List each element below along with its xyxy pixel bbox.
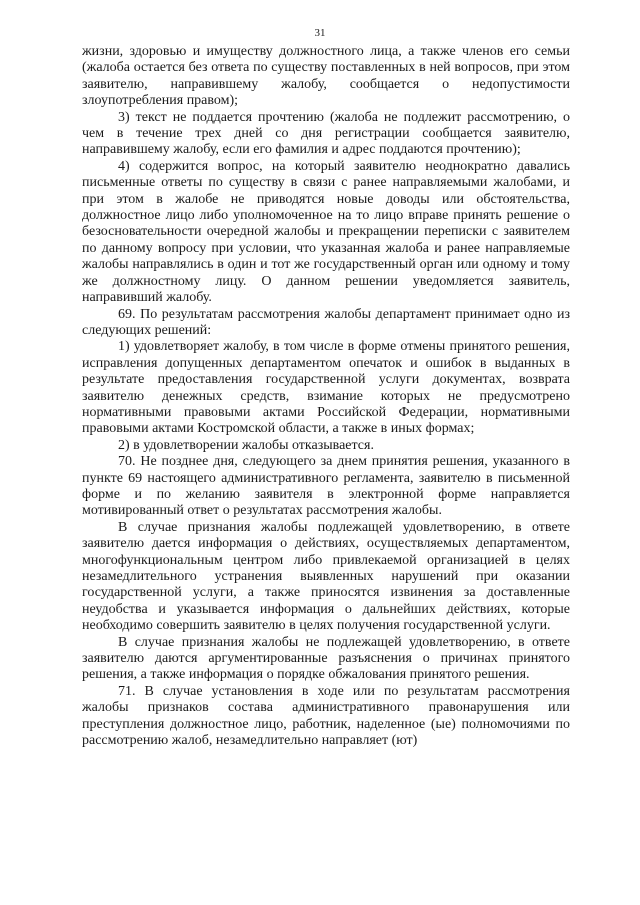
paragraph-item-3: 3) текст не поддается прочтению (жалоба не подлежит рассмотрению, о чем в течение трех дней со дня регистрации сообщается заявителю, направившему жалобу, если его фамилия и адрес поддаются прочтению); — [82, 109, 570, 158]
paragraph-decision-2: 2) в удовлетворении жалобы отказывается. — [118, 437, 374, 453]
document-body — [82, 44, 570, 749]
paragraph-item-4: 4) содержится вопрос, на который заявителю неоднократно давались письменные ответы по существу в связи с ранее направляемыми жалобами, и при этом в жалобе не приводятся новые доводы или обстоятельства, должностное лицо либо уполномоченное на то лицо вправе принять решение о безосновательности очередной жалобы и прекращении переписки с заявителем по данному вопросу при условии, что указанная жалоба и ранее направляемые жалобы направлялись в один и тот же государственный орган или одному и тому же должностному лицу. О данном решении уведомляется заявитель, направивший жалобу. — [82, 158, 570, 306]
paragraph-decision-1: 1) удовлетворяет жалобу, в том числе в форме отмены принятого решения, исправления допущенных департаментом опечаток и ошибок в выданных в результате предоставления государственной услуги документах, возврата заявителю денежных средств, взимание которых не предусмотрено нормативными правовыми актами Российской Федерации, нормативными правовыми актами Костромской области, а также в иных формах; — [82, 339, 570, 437]
paragraph-clause-70: 70. Не позднее дня, следующего за днем принятия решения, указанного в пункте 69 настоящего административного регламента, заявителю в письменной форме и по желанию заявителя в электронной форме направляется мотивированный ответ о результатах рассмотрения жалобы. — [82, 454, 570, 519]
paragraph-unsatisfied-case: В случае признания жалобы не подлежащей удовлетворению, в ответе заявителю даются аргументированные разъяснения о причинах принятого решения, а также информация о порядке обжалования принятого решения. — [82, 634, 570, 683]
paragraph-clause-69: 69. По результатам рассмотрения жалобы департамент принимает одно из следующих решений: — [82, 306, 570, 338]
paragraph-clause-71: 71. В случае установления в ходе или по результатам рассмотрения жалобы признаков состава административного правонарушения или преступления должностное лицо, работник, наделенное (ые) полномочиями по рассмотрению жалоб, незамедлительно направляет (ют) — [82, 683, 570, 749]
paragraph-continuation: жизни, здоровью и имуществу должностного лица, а также членов его семьи (жалоба остается без ответа по существу поставленных в ней вопросов, при этом заявителю, направившему жалобу, сообщается о недопустимости злоупотребления правом); — [82, 44, 570, 109]
page-number: 31 — [314, 27, 326, 39]
paragraph-satisfied-case: В случае признания жалобы подлежащей удовлетворению, в ответе заявителю дается информация о действиях, осуществляемых департаментом, многофункциональным центром либо привлекаемой организацией в целях незамедлительного устранения выявленных нарушений при оказании государственной услуги, а также приносятся извинения за доставленные неудобства и указывается информация о дальнейших действиях, которые необходимо совершить заявителю в целях получения государственной услуги. — [82, 519, 570, 634]
